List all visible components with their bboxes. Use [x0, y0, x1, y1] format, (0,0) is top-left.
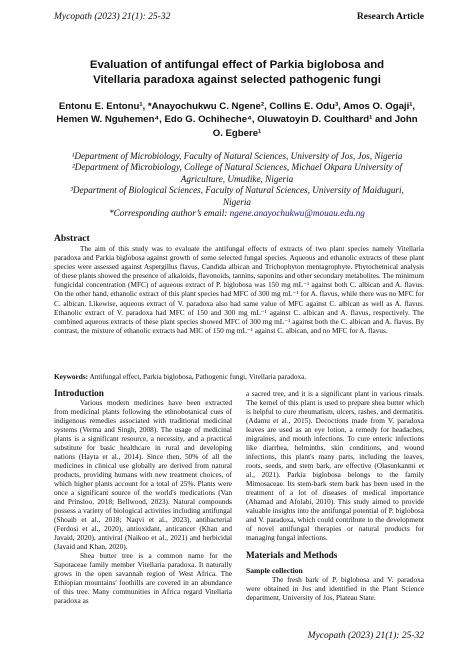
- title-line-2: Vitellaria paradoxa against selected pathogenic fungi: [93, 74, 381, 86]
- corresponding-email[interactable]: ngene.anayochukwu@mouau.edu.ng: [229, 208, 365, 219]
- keywords-label: Keywords:: [54, 372, 89, 381]
- methods-heading: Materials and Methods: [246, 550, 338, 560]
- corresponding-label: *Corresponding author’s email:: [109, 208, 230, 219]
- keywords: [54, 372, 424, 381]
- right-column: [246, 389, 424, 602]
- article-type: Research Article: [356, 12, 424, 22]
- affiliations: [50, 151, 424, 219]
- corresponding-author: [50, 208, 424, 219]
- abstract-heading: Abstract: [54, 233, 90, 244]
- intro-paragraph-1: Various modern medicines have been extracted from medicinal plants following the ethnobotanical cues of indigenous remedies associated with traditional medicinal systems (Verma and Singh, 2008). The usage of medicinal plants is a significant resource, a necessity, and a practical substitute for basic healthcare in rural and developing nations (Hayta et al., 2014). Since then, 50% of all the medicines in clinical use globally are derived from natural products, providing humans with new treatment choices, of which higher plants account for a total of 25%. Plants were once a significant source of the world's medications (Van and Prinsloo, 2018; Bellwood, 2023). Natural compounds possess a variety of biological activities including antifungal (Shoaib et al., 2018; Naqvi et al., 2023), antibacterial (Ferdosi et al., 2020), antioxidant, anticancer (Khan and Javaid, 2020), antiviral (Naikoo et al., 2021) and herbicidal (Javaid and Khan, 2020).: [54, 398, 232, 551]
- abstract-text: The aim of this study was to evaluate the antifungal effects of extracts of two plant species namely Vitellaria paradoxa and Parkia biglobosa against growth of some selected fungal species. Aqueous and ethanolic extracts of these plant species were assessed against Aspergillus flavus, Candida albican and Trichophyton mentagrophyte. Phytochemical analysis of these plants showed the presence of alkaloids, flavonoids, tannins, saponins and other secondary metabolites. The minimum fungicidal concentration (MFC) of aqueous extract of P. biglobosa was 150 mg mL⁻¹ against both C. albican and A. flavus. On the other hand, ethanolic extract of this plant species had MFC of 300 mg mL⁻¹ for A. flavus, while there was no MFC for C. albican. Likewise, aqueous extract of V. paradoxa also had same value of MFC against C. albican as well as A. flavus. Ethanolic extract of V. paradoxa had MFC of 150 and 300 mg mL⁻¹ against C. albican and A. flavus, respectively. The combined aqueous extracts of these plant species showed MFC of 300 mg mL⁻¹ against both the C. albican and A. flavus. By contrast, the mixture of ethanolic extracts had MIC of 150 mg mL⁻¹ against C. albican, and no MFC for A. flavus.: [54, 244, 424, 335]
- running-header: [54, 12, 424, 26]
- abstract-body: [54, 244, 424, 335]
- affiliation-3: ³Department of Biological Sciences, Faculty of Natural Sciences, University of Maiduguri,: [70, 185, 404, 196]
- authors-line-3: O. Egbere¹: [212, 127, 262, 139]
- left-column: [54, 389, 232, 605]
- journal-citation: Mycopath (2023) 21(1): 25-32: [54, 12, 171, 22]
- authors-line-2: Hemen W. Nguhemen⁴, Edo G. Ochiheche⁴, Oluwatoyin D. Coulthard¹ and John: [56, 114, 418, 126]
- article-title: [40, 58, 434, 88]
- intro-paragraph-3: a sacred tree, and it is a significant plant in various rituals. The kernel of this plant is used to prepare shea butter which is helpful to cure rheumatism, ulcers, rashes, and dermatitis. (Adamu et al., 2015). Decoctions made from V. paradoxa leaves are used as an eye lotion, a remedy for headaches, migraines, and mouth infections. To cure enteric infections like diarrhea, helminths, skin conditions, and wound infections, this plant's many parts, including the leaves, roots, seeds, and stem bark, are effective (Olasunkanmi et al., 2021). Parkia biglobosa belongs to the family Mimosaceae. Its stem-bark stem bark has been used in the treatment of a lot of diseases of medical importance (Ahamad and Afolabi, 2010). This study aimed to provide valuable insights into the antifungal potential of P. biglobosa and V. paradoxa, which could contribute to the development of novel antifungal therapies or natural products for managing fungal infections.: [246, 389, 424, 542]
- intro-paragraph-2: Shea butter tree is a common name for the Sapotaceae family member Vitellaria paradoxa. It naturally grows in the open savannah region of West Africa. The Ethiopian mountains' foothills are covered in an abundance of this tree. Many communities in Africa regard Vitellaria paradoxa as: [54, 551, 232, 605]
- title-line-1: Evaluation of antifungal effect of Parkia biglobosa and: [89, 59, 385, 71]
- affiliation-3-cont: Nigeria: [222, 196, 252, 207]
- methods-paragraph-1: The fresh bark of P. biglobosa and V. paradoxa were obtained in Jos and identified in the Plant Science department, University of Jos, Plateau State.: [246, 575, 424, 602]
- introduction-heading: Introduction: [54, 388, 104, 398]
- affiliation-1: ¹Department of Microbiology, Faculty of Natural Sciences, University of Jos, Jos, Nigeria: [71, 151, 403, 161]
- running-footer: Mycopath (2023) 21(1): 25-32: [307, 631, 424, 641]
- authors-line-1: Entonu E. Entonu¹, *Anayochukwu C. Ngene², Collins E. Odu³, Amos O. Ogaji¹,: [58, 101, 416, 112]
- sample-collection-heading: Sample collection: [246, 566, 303, 575]
- affiliation-2-cont: Agriculture, Umudike, Nigeria: [180, 173, 294, 184]
- affiliation-2: ²Department of Microbiology, College of Natural Sciences, Michael Okpara University of: [71, 162, 403, 173]
- keywords-text: Antifungal effect, Parkia biglobosa, Pathogenic fungi, Vitellaria paradoxa.: [88, 372, 307, 381]
- author-list: [40, 100, 434, 140]
